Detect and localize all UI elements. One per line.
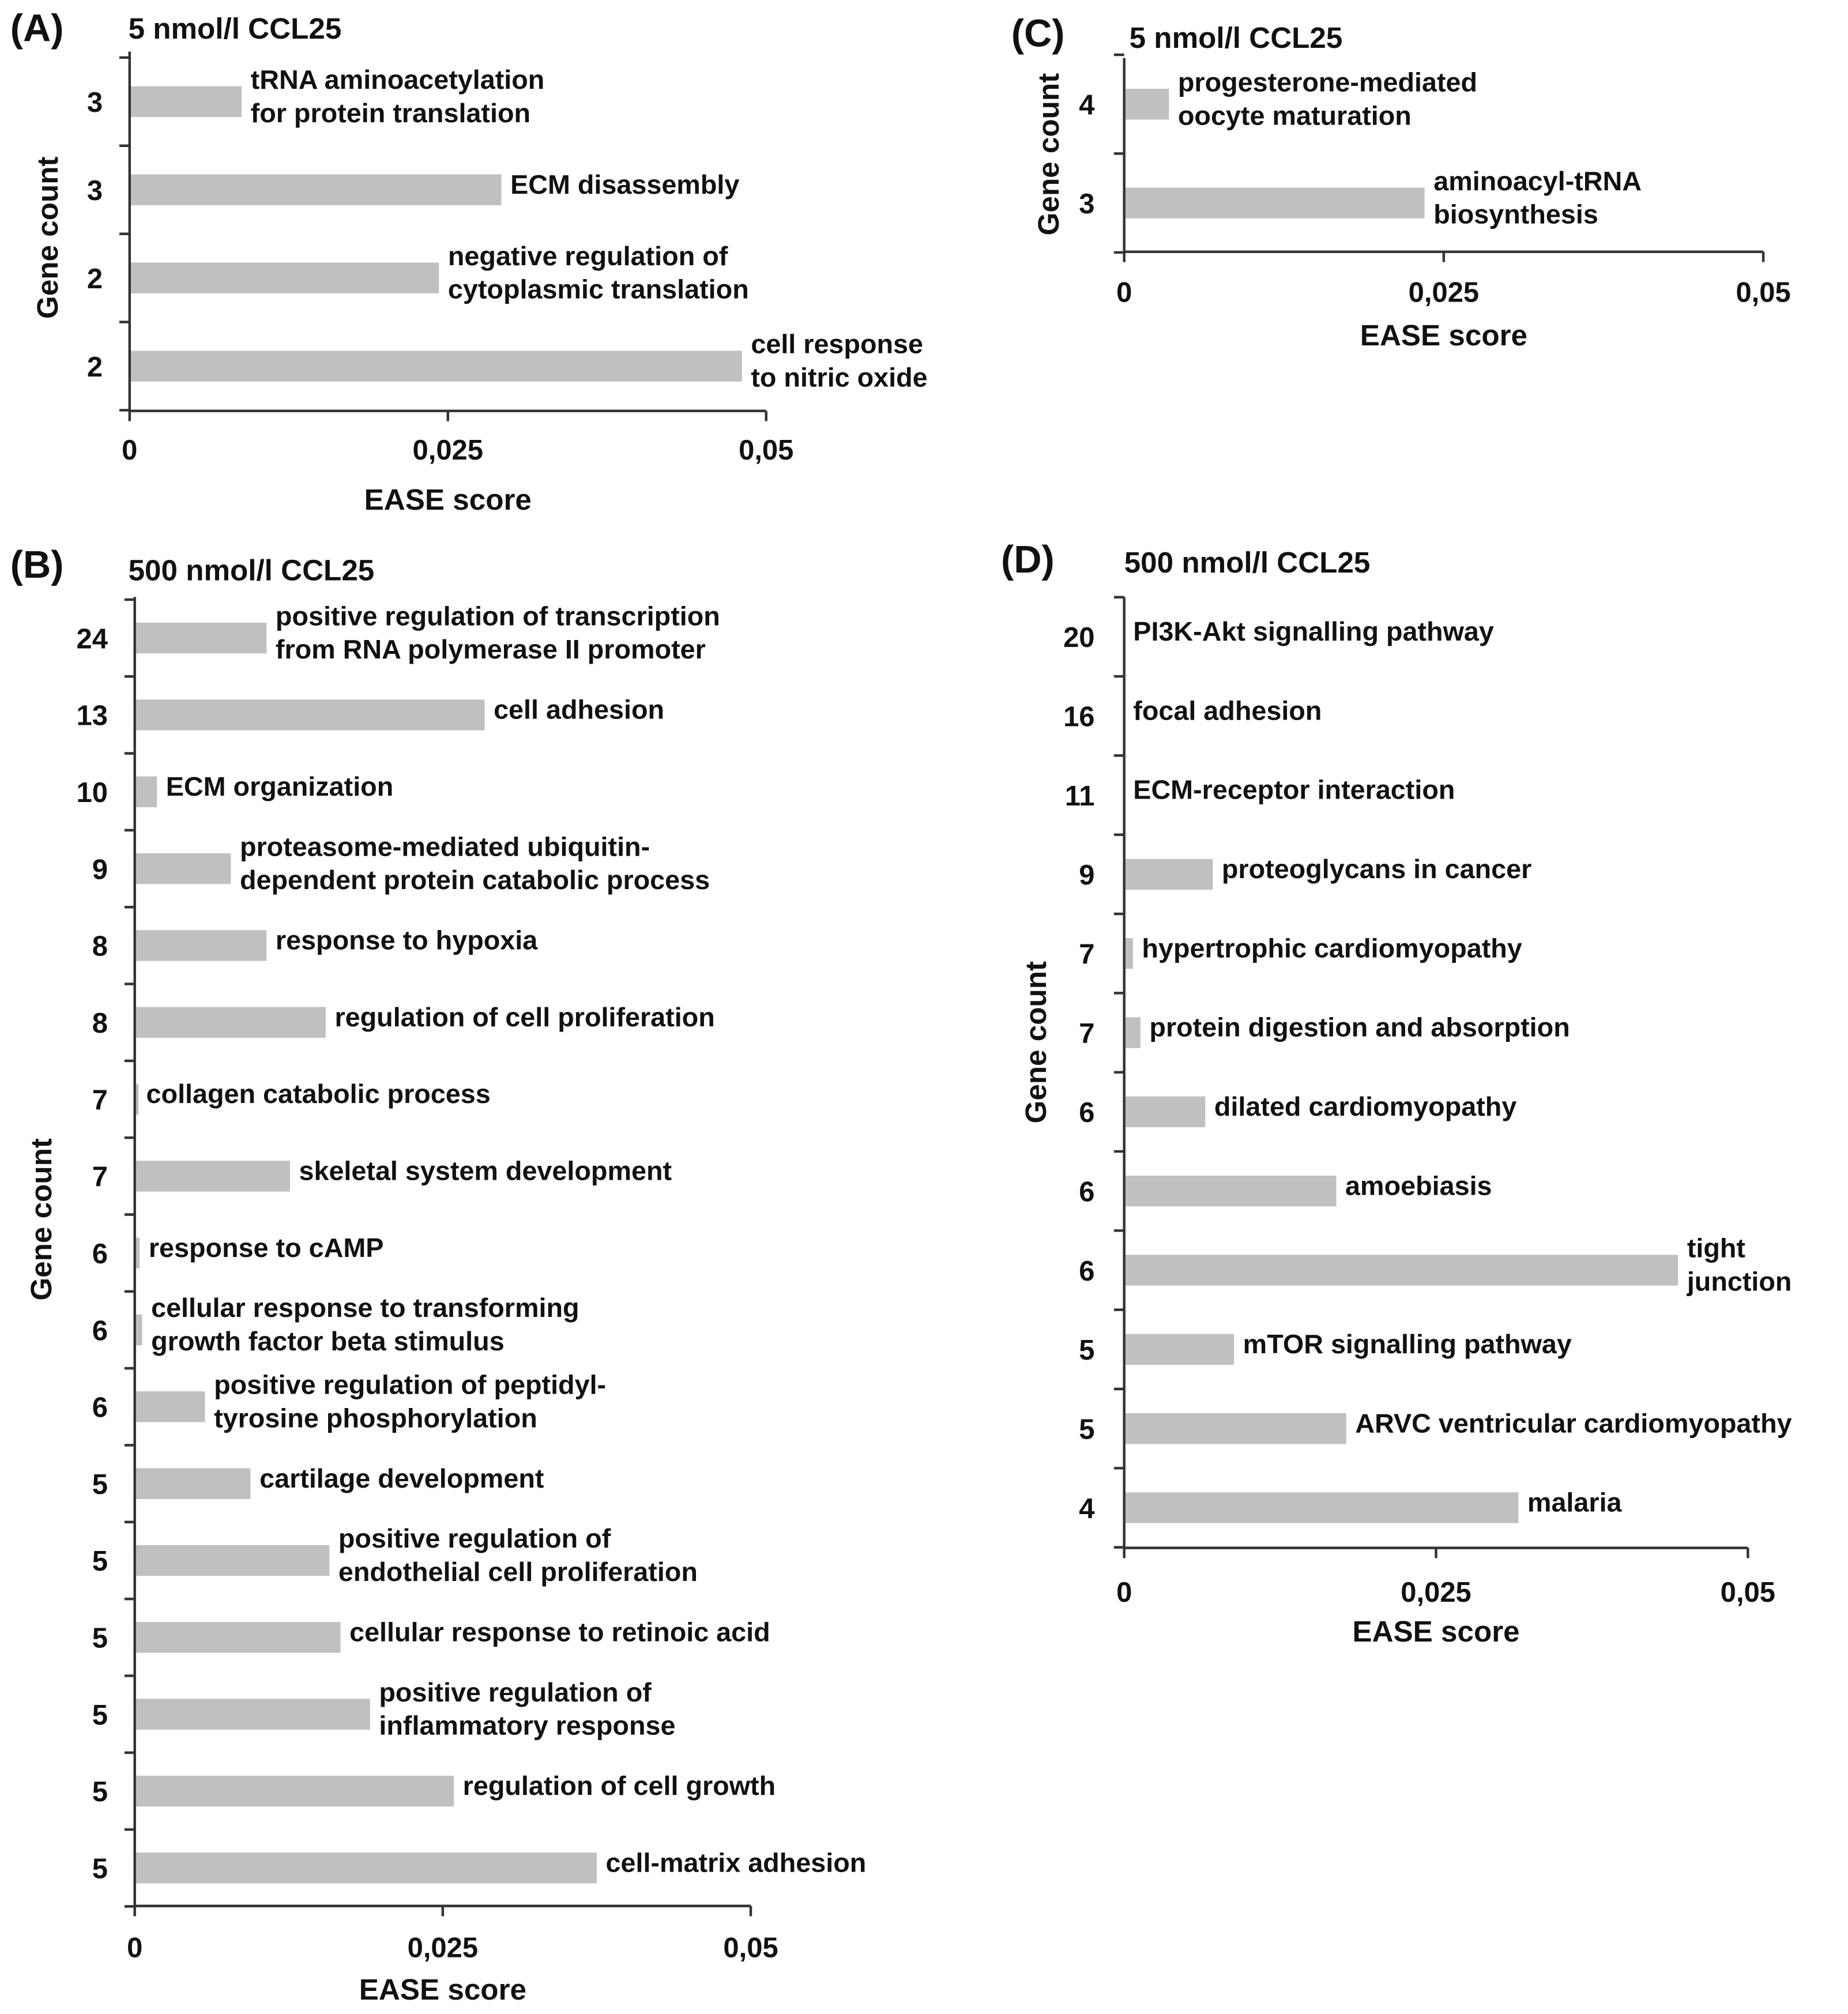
bar [1126,89,1169,119]
x-tick-label: 0 [127,1932,143,1964]
panel-letter: (B) [10,544,64,587]
bar-label: tRNA aminoacetylation [250,65,545,95]
bar-label: protein digestion and absorption [1149,1012,1570,1042]
bar-label: negative regulation of [447,240,728,271]
gene-count-label: 3 [86,87,103,119]
bar [136,1315,142,1345]
gene-count-label: 24 [76,623,108,655]
gene-count-label: 9 [92,854,108,886]
gene-count-label: 2 [86,351,103,383]
bar [136,853,231,884]
x-tick-label: 0,05 [739,435,794,466]
x-tick-label: 0,05 [1736,277,1791,308]
bar-label: positive regulation of peptidyl- [214,1369,607,1400]
bar [136,1776,454,1806]
x-axis-label: EASE score [359,1973,526,2007]
gene-count-label: 8 [92,931,108,962]
bar-label: endothelial cell proliferation [338,1557,698,1587]
bar-label: skeletal system development [299,1155,672,1186]
bar-label: response to cAMP [148,1232,384,1263]
bar-label: focal adhesion [1133,695,1322,726]
gene-count-label: 5 [1079,1414,1095,1445]
bar [1126,1255,1678,1285]
bar-label: to nitric oxide [751,362,928,393]
bar-label: collagen catabolic process [146,1079,491,1109]
bar-label: regulation of cell growth [462,1771,776,1801]
bar-label: dilated cardiomyopathy [1214,1091,1517,1122]
bar [1126,187,1425,218]
bar [1126,1413,1346,1444]
x-tick-label: 0,025 [1408,277,1480,308]
bar-label: malaria [1527,1487,1622,1518]
gene-count-label: 4 [1079,1493,1095,1524]
gene-count-label: 5 [92,1623,108,1654]
bar-label: cell response [751,329,924,359]
bar [136,777,157,807]
bar [1126,1176,1337,1206]
x-axis-label: EASE score [364,483,532,517]
bar-label: hypertrophic cardiomyopathy [1142,933,1522,963]
bar [131,262,439,293]
panel-title: 5 nmol/l CCL25 [128,12,342,46]
gene-count-label: 6 [1079,1255,1095,1287]
bar-label: cartilage development [259,1463,544,1493]
bar-label: regulation of cell proliferation [334,1002,715,1032]
bar [1126,1334,1234,1365]
bar-label: tyrosine phosphorylation [214,1403,537,1433]
bar [1126,1492,1518,1523]
panel-title: 5 nmol/l CCL25 [1129,21,1343,54]
bar-label: ECM disassembly [510,169,740,199]
bar [136,1699,370,1729]
gene-count-label: 2 [86,263,103,295]
y-axis-label: Gene count [31,156,65,319]
bar-label: ECM-receptor interaction [1133,774,1455,805]
x-tick-label: 0,025 [1401,1577,1471,1609]
bar [136,1237,140,1268]
gene-count-label: 11 [1064,780,1095,812]
y-axis-label: Gene count [1032,73,1066,236]
bar-label: ARVC ventricular cardiomyopathy [1355,1408,1792,1439]
x-tick-label: 0,05 [1720,1577,1776,1609]
x-axis-label: EASE score [1360,319,1528,352]
gene-count-label: 5 [92,1853,108,1885]
bar-label: aminoacyl-tRNA [1433,165,1642,196]
gene-count-label: 5 [92,1699,108,1731]
bar-label: positive regulation of [379,1677,652,1707]
gene-count-label: 5 [92,1469,108,1500]
panel-title: 500 nmol/l CCL25 [1124,546,1371,579]
gene-count-label: 5 [92,1546,108,1578]
y-axis-label: Gene count [1019,961,1052,1124]
bar [136,1391,205,1422]
x-tick-label: 0,025 [407,1932,479,1964]
bar [131,174,501,205]
bar-label: tight [1687,1233,1745,1263]
gene-count-label: 7 [92,1161,108,1193]
bar-label: inflammatory response [379,1710,676,1741]
gene-count-label: 13 [76,700,108,732]
bar-label: for protein translation [250,97,531,128]
bar-label: cellular response to retinoic acid [349,1617,770,1647]
bar-label: biosynthesis [1433,199,1598,229]
gene-count-label: 8 [92,1008,108,1040]
gene-count-label: 3 [1079,188,1095,220]
bar [1126,1097,1205,1127]
gene-count-label: 20 [1063,622,1095,654]
bar-label: amoebiasis [1345,1170,1492,1201]
bar-label: dependent protein catabolic process [239,865,710,895]
gene-count-label: 6 [92,1392,108,1424]
bar [136,1468,251,1499]
bar-label: progesterone-mediated [1177,67,1478,97]
bar [136,930,266,961]
bar [136,1853,597,1883]
bar-label: proteoglycans in cancer [1221,854,1532,884]
bar-label: cell adhesion [494,694,665,725]
gene-count-label: 7 [1079,939,1095,970]
x-axis-label: EASE score [1352,1615,1520,1648]
bar-label: cytoplasmic translation [447,274,749,304]
bar [1126,1017,1141,1048]
y-axis-label: Gene count [25,1138,58,1301]
bar [136,1161,290,1191]
gene-count-label: 6 [92,1315,108,1347]
bar-label: cellular response to transforming [151,1293,579,1323]
gene-count-label: 16 [1063,701,1095,733]
bar-label: mTOR signalling pathway [1243,1328,1572,1359]
bar-label: response to hypoxia [275,925,538,955]
gene-count-label: 5 [1079,1335,1095,1366]
gene-count-label: 5 [92,1776,108,1808]
x-tick-label: 0,025 [412,435,484,466]
x-tick-label: 0 [1116,1577,1132,1609]
bar-label: positive regulation of [338,1523,611,1554]
bar [131,351,742,381]
gene-count-label: 9 [1079,860,1095,891]
panel-letter: (D) [1001,539,1055,582]
bar [136,1545,329,1576]
gene-count-label: 4 [1079,89,1095,121]
bar-label: growth factor beta stimulus [151,1326,505,1357]
x-tick-label: 0 [122,435,138,466]
bar [136,1084,138,1115]
gene-count-label: 7 [92,1085,108,1116]
bar [1126,938,1133,969]
gene-count-label: 6 [1079,1097,1095,1129]
bar [1126,859,1213,890]
bar-label: from RNA polymerase II promoter [275,634,706,665]
panel-letter: (C) [1011,12,1065,55]
bar-label: cell-matrix adhesion [605,1847,867,1878]
bar [131,86,242,117]
bar [136,699,485,730]
panel-title: 500 nmol/l CCL25 [128,554,375,587]
gene-count-label: 10 [76,777,108,809]
gene-count-label: 6 [1079,1176,1095,1208]
bar-label: oocyte maturation [1177,100,1412,131]
gene-count-label: 6 [92,1238,108,1270]
gene-count-label: 7 [1079,1018,1095,1049]
x-tick-label: 0,05 [723,1932,778,1964]
bar [136,623,266,653]
bar [136,1007,326,1038]
bar-label: PI3K-Akt signalling pathway [1133,616,1494,647]
gene-count-label: 3 [86,175,103,206]
panel-letter: (A) [10,7,64,50]
bar [136,1622,341,1652]
bar-label: proteasome-mediated ubiquitin- [239,831,650,862]
bar-label: junction [1687,1266,1792,1297]
x-tick-label: 0 [1116,277,1132,308]
bar-label: ECM organization [165,771,394,801]
bar-label: positive regulation of transcription [275,601,720,631]
